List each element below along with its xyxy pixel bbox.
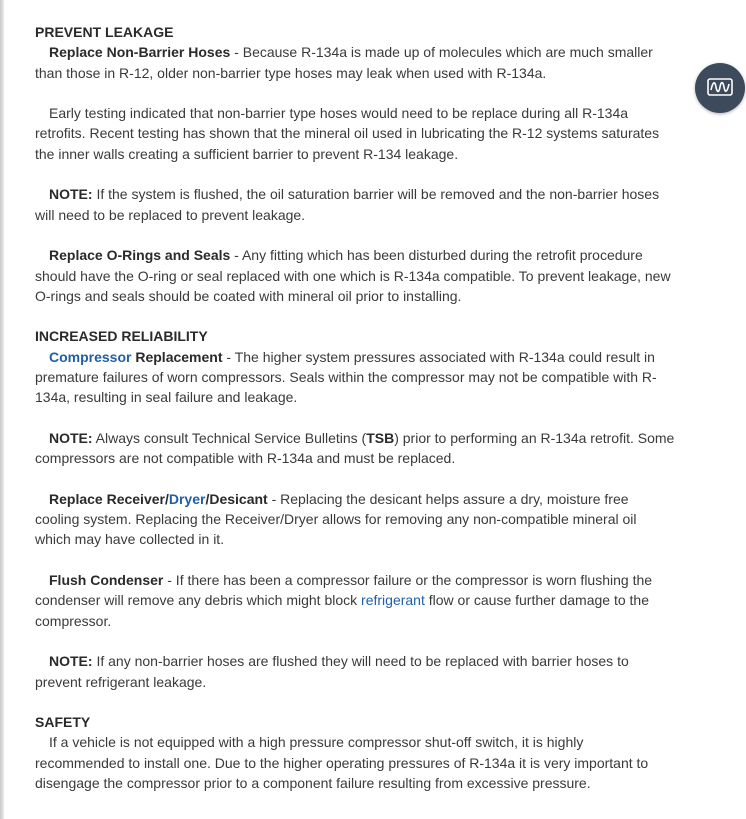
paragraph-note-flushed: NOTE: If the system is flushed, the oil saturation barrier will be removed and the non-barrier hoses will need to be replaced to prevent leakage. — [35, 186, 660, 223]
floating-action-button[interactable] — [695, 63, 745, 113]
paragraph-flush-condenser: Flush Condenser - If there has been a compressor failure or the compressor is worn flushing the condenser will remove any debris which might block refrigerant flow or cause further damage to the compressor. — [35, 572, 653, 629]
paragraph-receiver-dryer: Replace Receiver/Dryer/Desicant - Replacing the desicant helps assure a dry, moisture free cooling system. Replacing the Receiver/Dryer allows for removing any non-compatible mineral oil which may have collected in it. — [35, 490, 637, 548]
heading-safety: SAFETY — [35, 714, 91, 731]
paragraph-compressor-replacement: Compressor Replacement - The higher system pressures associated with R-134a could result in premature failures of worn compressors. Seals within the compressor may not be compatible with R-134a, resulting in seal failure and leakage. — [35, 348, 657, 406]
lead-flush-condenser: Flush Condenser — [49, 572, 164, 589]
waveform-icon — [707, 77, 733, 100]
lead-non-barrier-hoses: Replace Non-Barrier Hoses — [49, 44, 231, 61]
paragraph-non-barrier-hoses: Replace Non-Barrier Hoses - Because R-134a is made up of molecules which are much smaller than those in R-12, older non-barrier type hoses may leak when used with R-134a. — [35, 44, 653, 81]
paragraph-note-tsb: NOTE: Always consult Technical Service Bulletins (TSB) prior to performing an R-134a retrofit. Some compressors are not compatible with R-134a and must be replaced. — [35, 429, 675, 467]
heading-increased-reliability: INCREASED RELIABILITY — [35, 328, 208, 345]
note-label: NOTE: — [49, 653, 93, 670]
left-edge-border — [0, 0, 4, 819]
tsb-abbr: TSB — [366, 429, 395, 446]
paragraph-early-testing: Early testing indicated that non-barrier type hoses would need to be replace during all R-134a retrofits. Recent testing has shown that the mineral oil used in lubricating the R-12 systems saturates the inner walls creating a sufficient barrier to prevent R-134 leakage. — [35, 105, 660, 162]
paragraph-safety: If a vehicle is not equipped with a high pressure compressor shut-off switch, it is highly recommended to install one. Due to the higher operating pressures of R-134a it is very important to disengage the compressor prior to a component failure resulting from excessive pressure. — [35, 734, 649, 791]
note-label: NOTE: — [49, 186, 93, 203]
heading-prevent-leakage: PREVENT LEAKAGE — [35, 24, 174, 40]
note-label: NOTE: — [49, 429, 93, 446]
lead-o-rings: Replace O-Rings and Seals — [49, 247, 231, 264]
dryer-link[interactable]: Dryer — [168, 490, 206, 507]
compressor-link[interactable]: Compressor — [49, 348, 132, 365]
paragraph-o-rings: Replace O-Rings and Seals - Any fitting which has been disturbed during the retrofit procedure should have the O-ring or seal replaced with one which is R-134a compatible. To prevent leakage, new O-rings and seals should be coated with mineral oil prior to installing. — [35, 247, 671, 304]
paragraph-note-barrier-hoses: NOTE: If any non-barrier hoses are flushed they will need to be replaced with barrier hoses to prevent refrigerant leakage. — [35, 653, 629, 690]
refrigerant-link[interactable]: refrigerant — [361, 592, 425, 609]
article-content — [35, 22, 675, 814]
